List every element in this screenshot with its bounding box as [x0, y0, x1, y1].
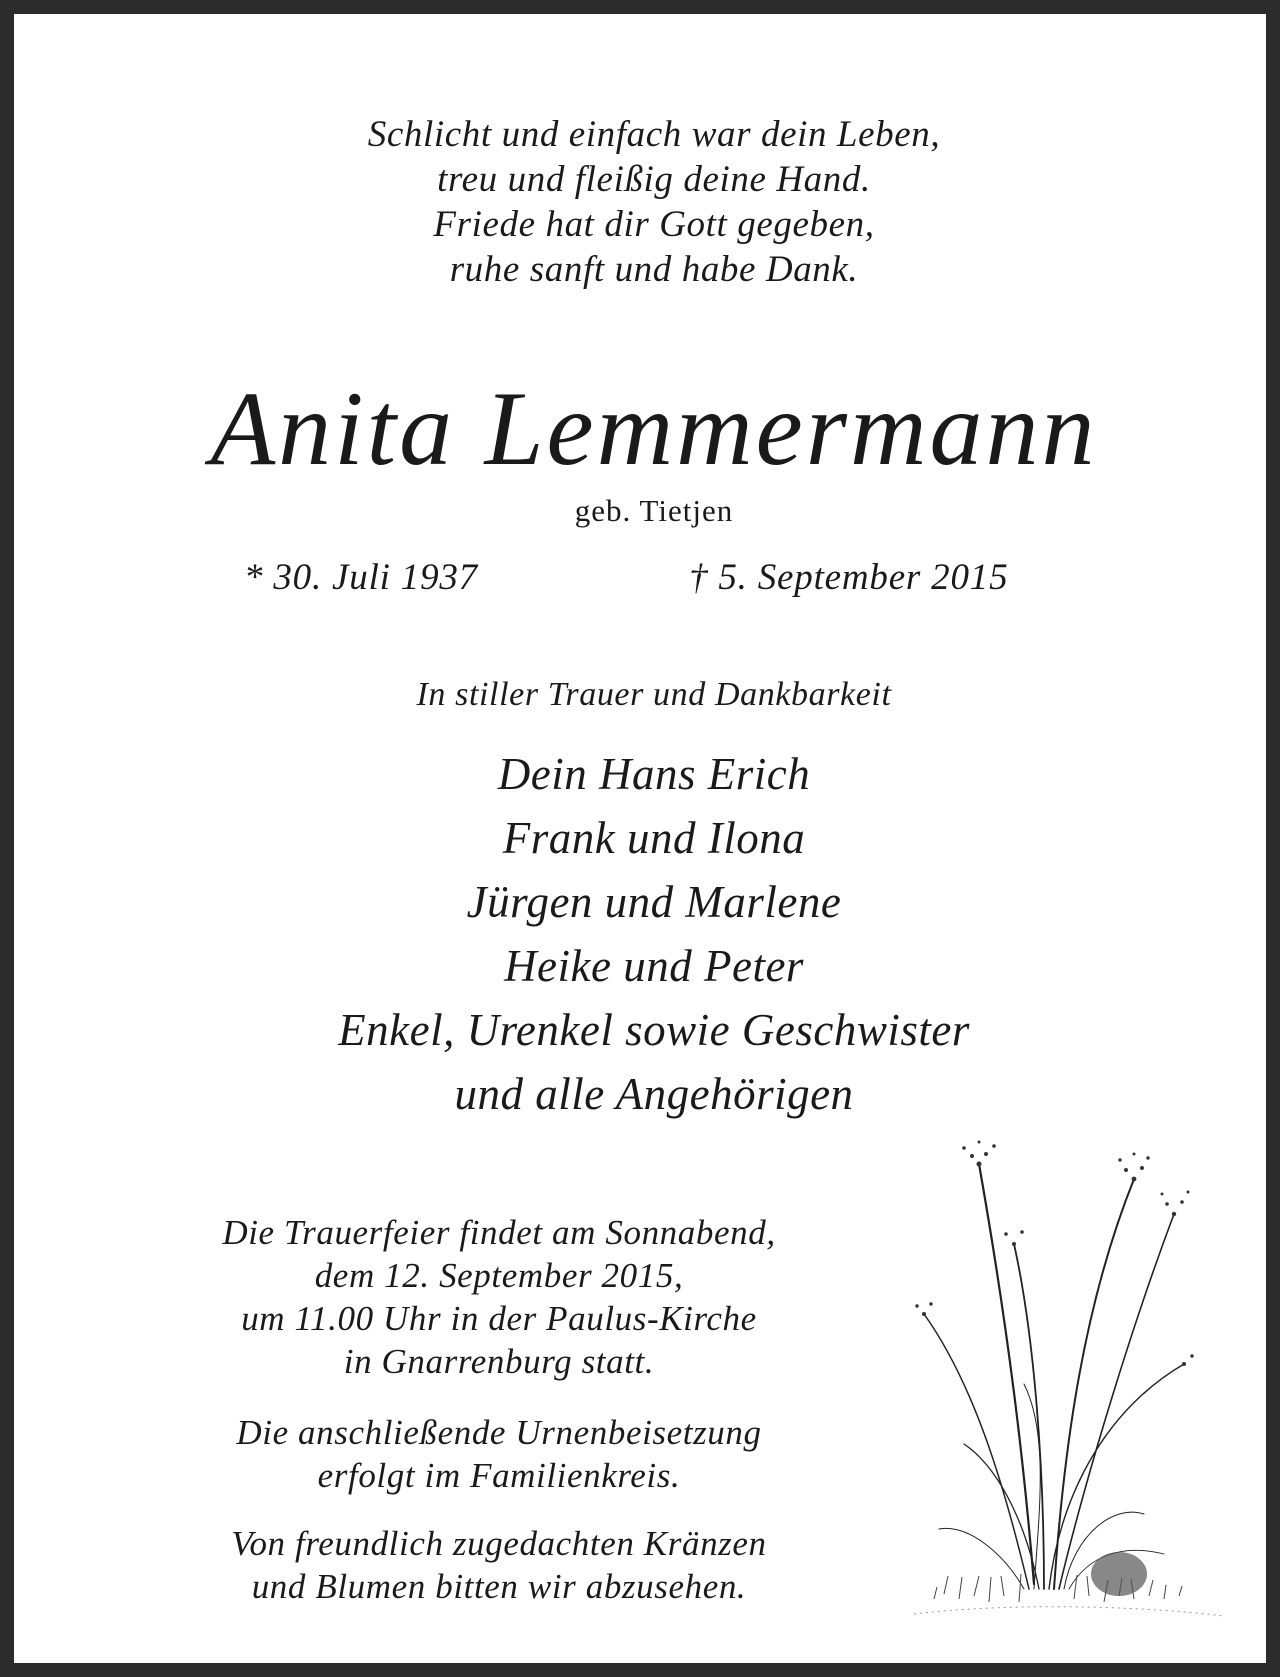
funeral-info-line: Die Trauerfeier findet am Sonnabend, [222, 1213, 776, 1252]
mourner-line: Heike und Peter [504, 941, 804, 991]
grief-line: In stiller Trauer und Dankbarkeit [416, 676, 892, 713]
mourner-line: Jürgen und Marlene [466, 877, 842, 927]
poem-line: treu und fleißig deine Hand. [437, 159, 871, 200]
flowers-info-line: Von freundlich zugedachten Kränzen [231, 1524, 767, 1563]
death-date: † 5. September 2015 [689, 557, 1009, 598]
mourner-line: Enkel, Urenkel sowie Geschwister [338, 1005, 970, 1055]
poem-line: Schlicht und einfach war dein Leben, [367, 114, 941, 155]
maiden-name: geb. Tietjen [574, 493, 734, 528]
deceased-name: Anita Lemmermann [210, 370, 1098, 487]
flowers-info [154, 1522, 844, 1608]
mourner-line: Frank und Ilona [502, 813, 806, 863]
funeral-info-line: in Gnarrenburg statt. [343, 1342, 655, 1381]
mourner-line: Dein Hans Erich [497, 749, 811, 799]
poem-line: Friede hat dir Gott gegeben, [433, 204, 875, 245]
funeral-info [154, 1211, 844, 1383]
poem [14, 112, 1280, 292]
funeral-info-line: um 11.00 Uhr in der Paulus-Kirche [241, 1299, 757, 1338]
mourner-line: und alle Angehörigen [454, 1069, 854, 1119]
birth-date: * 30. Juli 1937 [244, 557, 478, 598]
grass-illustration-icon [884, 1084, 1254, 1644]
flowers-info-line: und Blumen bitten wir abzusehen. [251, 1567, 747, 1606]
poem-line: ruhe sanft und habe Dank. [449, 249, 859, 290]
funeral-info-line: dem 12. September 2015, [314, 1256, 684, 1295]
burial-info-line: Die anschließende Urnenbeisetzung [236, 1413, 762, 1452]
burial-info [154, 1411, 844, 1497]
burial-info-line: erfolgt im Familienkreis. [317, 1456, 681, 1495]
mourners-list [14, 742, 1280, 1126]
